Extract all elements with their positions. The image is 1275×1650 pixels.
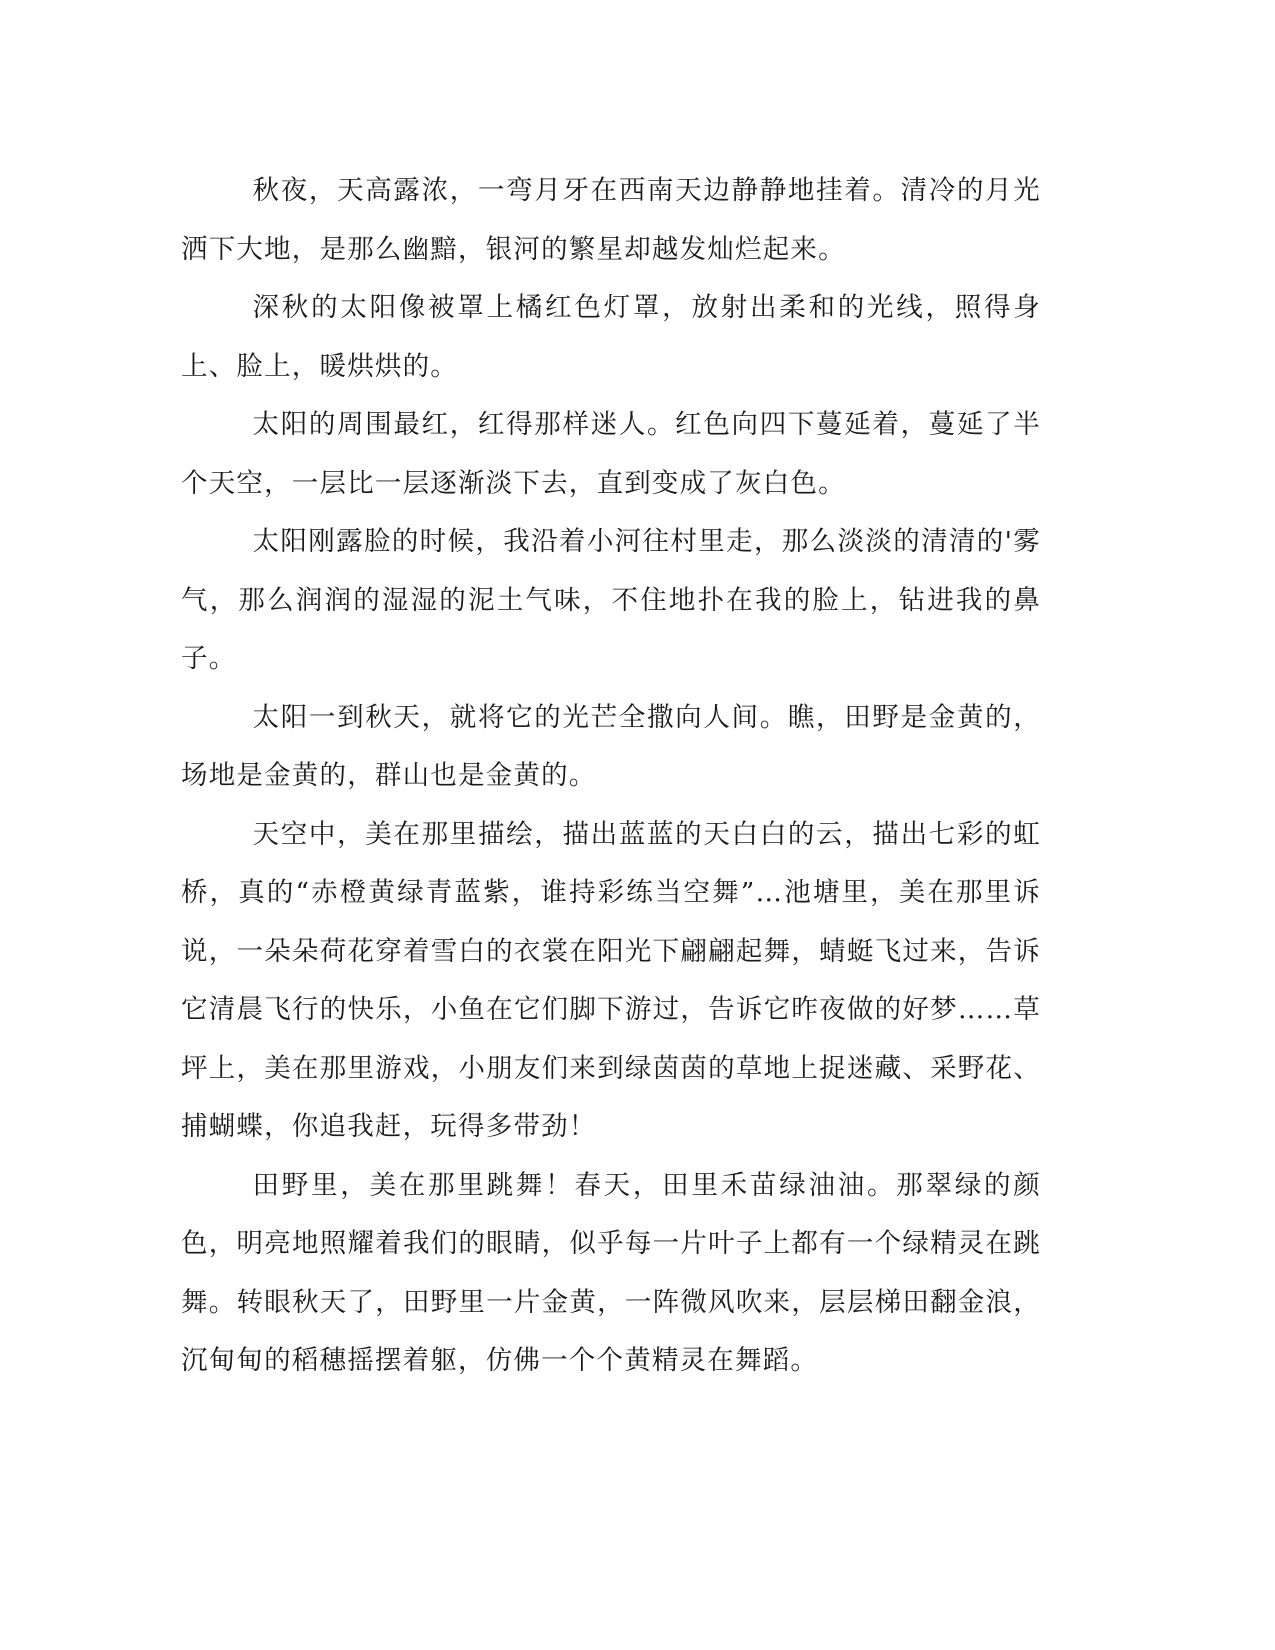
- paragraph-golden-fields: 太阳一到秋天，就将它的光芒全撒向人间。瞧，田野是金黄的，场地是金黄的，群山也是金黄的。: [181, 701, 1041, 791]
- paragraph-morning-mist: 太阳刚露脸的时候，我沿着小河往村里走，那么淡淡的清清的'雾气，那么润润的湿湿的泥土气味，不住地扑在我的脸上，钻进我的鼻子。: [181, 526, 1041, 674]
- paragraph-beauty-in-sky: 天空中，美在那里描绘，描出蓝蓝的天白白的云，描出七彩的虹桥，真的“赤橙黄绿青蓝紫，谁持彩练当空舞”…池塘里，美在那里诉说，一朵朵荷花穿着雪白的衣裳在阳光下翩翩起舞，蜻蜓飞过来，告诉它清晨飞行的快乐，小鱼在它们脚下游过，告诉它昨夜做的好梦……草坪上，美在那里游戏，小朋友们来到绿茵茵的草地上捉迷藏、采野花、捕蝴蝶，你追我赶，玩得多带劲！: [181, 818, 1041, 1142]
- paragraph-late-autumn-sun: 深秋的太阳像被罩上橘红色灯罩，放射出柔和的光线，照得身上、脸上，暖烘烘的。: [181, 292, 1041, 382]
- document-body: [181, 162, 1041, 1391]
- paragraph-red-sky: 太阳的周围最红，红得那样迷人。红色向四下蔓延着，蔓延了半个天空，一层比一层逐渐淡下去，直到变成了灰白色。: [181, 409, 1041, 499]
- paragraph-beauty-in-fields: 田野里，美在那里跳舞！春天，田里禾苗绿油油。那翠绿的颜色，明亮地照耀着我们的眼睛，似乎每一片叶子上都有一个绿精灵在跳舞。转眼秋天了，田野里一片金黄，一阵微风吹来，层层梯田翻金浪，沉甸甸的稻穗摇摆着躯，仿佛一个个黄精灵在舞蹈。: [181, 1169, 1041, 1376]
- paragraph-autumn-night: 秋夜，天高露浓，一弯月牙在西南天边静静地挂着。清冷的月光洒下大地，是那么幽黯，银河的繁星却越发灿烂起来。: [181, 175, 1041, 265]
